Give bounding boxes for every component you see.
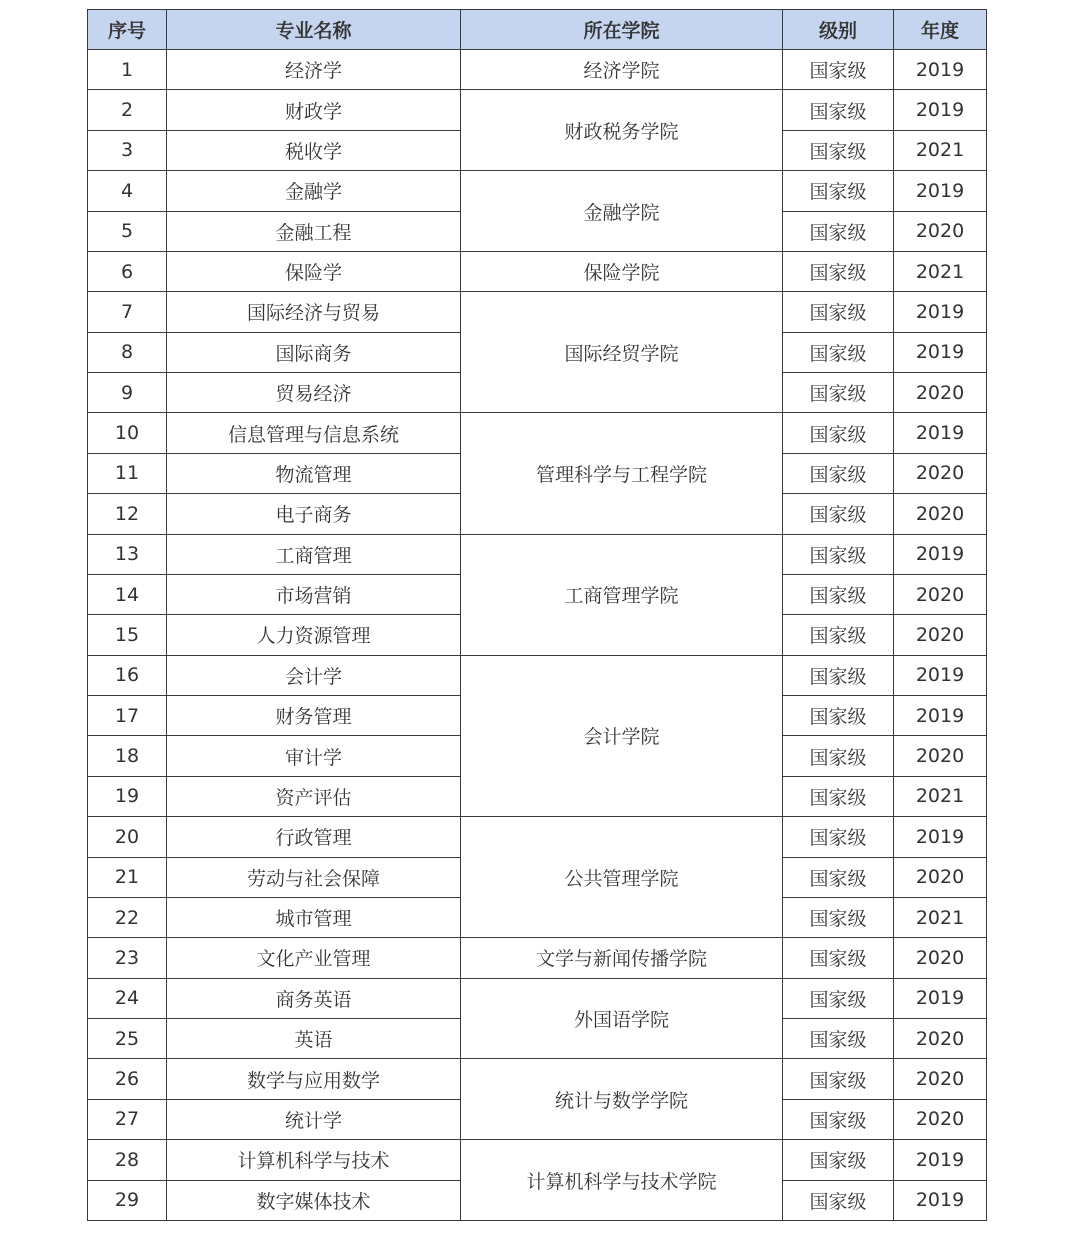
no-cell: 21 xyxy=(88,857,167,897)
college-cell: 计算机科学与技术学院 xyxy=(461,1140,783,1221)
no-cell: 20 xyxy=(88,817,167,857)
no-cell: 8 xyxy=(88,332,167,372)
no-cell: 25 xyxy=(88,1019,167,1059)
major-cell: 统计学 xyxy=(167,1099,461,1139)
major-cell: 保险学 xyxy=(167,251,461,291)
no-cell: 12 xyxy=(88,494,167,534)
level-cell: 国家级 xyxy=(783,211,894,251)
table-row xyxy=(88,978,987,1018)
year-cell: 2021 xyxy=(894,776,987,816)
level-cell: 国家级 xyxy=(783,857,894,897)
major-cell: 计算机科学与技术 xyxy=(167,1140,461,1180)
year-cell: 2020 xyxy=(894,736,987,776)
major-cell: 经济学 xyxy=(167,50,461,90)
major-cell: 英语 xyxy=(167,1019,461,1059)
year-cell: 2020 xyxy=(894,373,987,413)
no-cell: 24 xyxy=(88,978,167,1018)
table-row xyxy=(88,413,987,453)
no-cell: 18 xyxy=(88,736,167,776)
year-cell: 2019 xyxy=(894,655,987,695)
level-cell: 国家级 xyxy=(783,90,894,130)
table-row xyxy=(88,655,987,695)
major-cell: 信息管理与信息系统 xyxy=(167,413,461,453)
level-cell: 国家级 xyxy=(783,1059,894,1099)
year-cell: 2020 xyxy=(894,453,987,493)
college-cell: 公共管理学院 xyxy=(461,817,783,938)
major-cell: 工商管理 xyxy=(167,534,461,574)
college-cell: 经济学院 xyxy=(461,50,783,90)
major-cell: 数字媒体技术 xyxy=(167,1180,461,1221)
no-cell: 26 xyxy=(88,1059,167,1099)
year-cell: 2021 xyxy=(894,897,987,937)
major-cell: 商务英语 xyxy=(167,978,461,1018)
level-cell: 国家级 xyxy=(783,938,894,978)
major-cell: 人力资源管理 xyxy=(167,615,461,655)
level-cell: 国家级 xyxy=(783,655,894,695)
year-cell: 2019 xyxy=(894,817,987,857)
college-cell: 金融学院 xyxy=(461,171,783,252)
table-row xyxy=(88,1059,987,1099)
level-cell: 国家级 xyxy=(783,413,894,453)
header-year: 年度 xyxy=(894,10,987,50)
table-row xyxy=(88,534,987,574)
major-cell: 劳动与社会保障 xyxy=(167,857,461,897)
level-cell: 国家级 xyxy=(783,696,894,736)
major-cell: 贸易经济 xyxy=(167,373,461,413)
major-cell: 国际经济与贸易 xyxy=(167,292,461,332)
major-cell: 行政管理 xyxy=(167,817,461,857)
level-cell: 国家级 xyxy=(783,251,894,291)
header-no: 序号 xyxy=(88,10,167,50)
no-cell: 6 xyxy=(88,251,167,291)
level-cell: 国家级 xyxy=(783,1140,894,1180)
college-cell: 管理科学与工程学院 xyxy=(461,413,783,534)
major-cell: 财政学 xyxy=(167,90,461,130)
table-row xyxy=(88,1140,987,1180)
year-cell: 2019 xyxy=(894,50,987,90)
college-cell: 文学与新闻传播学院 xyxy=(461,938,783,978)
level-cell: 国家级 xyxy=(783,978,894,1018)
no-cell: 3 xyxy=(88,130,167,170)
college-cell: 工商管理学院 xyxy=(461,534,783,655)
table-row xyxy=(88,50,987,90)
major-cell: 审计学 xyxy=(167,736,461,776)
level-cell: 国家级 xyxy=(783,171,894,211)
major-cell: 电子商务 xyxy=(167,494,461,534)
no-cell: 9 xyxy=(88,373,167,413)
header-college: 所在学院 xyxy=(461,10,783,50)
year-cell: 2019 xyxy=(894,978,987,1018)
year-cell: 2020 xyxy=(894,211,987,251)
table-row xyxy=(88,90,987,130)
major-cell: 文化产业管理 xyxy=(167,938,461,978)
no-cell: 10 xyxy=(88,413,167,453)
college-cell: 会计学院 xyxy=(461,655,783,817)
no-cell: 15 xyxy=(88,615,167,655)
level-cell: 国家级 xyxy=(783,1099,894,1139)
major-cell: 国际商务 xyxy=(167,332,461,372)
year-cell: 2019 xyxy=(894,413,987,453)
major-cell: 金融学 xyxy=(167,171,461,211)
level-cell: 国家级 xyxy=(783,736,894,776)
table-row xyxy=(88,292,987,332)
header-row xyxy=(88,10,987,50)
no-cell: 23 xyxy=(88,938,167,978)
year-cell: 2020 xyxy=(894,615,987,655)
table-row xyxy=(88,171,987,211)
year-cell: 2019 xyxy=(894,292,987,332)
no-cell: 4 xyxy=(88,171,167,211)
no-cell: 7 xyxy=(88,292,167,332)
year-cell: 2020 xyxy=(894,857,987,897)
year-cell: 2019 xyxy=(894,534,987,574)
year-cell: 2020 xyxy=(894,1019,987,1059)
major-cell: 税收学 xyxy=(167,130,461,170)
year-cell: 2020 xyxy=(894,1059,987,1099)
no-cell: 13 xyxy=(88,534,167,574)
no-cell: 16 xyxy=(88,655,167,695)
no-cell: 19 xyxy=(88,776,167,816)
table-header xyxy=(88,10,987,50)
header-level: 级别 xyxy=(783,10,894,50)
level-cell: 国家级 xyxy=(783,574,894,614)
level-cell: 国家级 xyxy=(783,1019,894,1059)
majors-table xyxy=(87,9,987,1221)
major-cell: 资产评估 xyxy=(167,776,461,816)
college-cell: 外国语学院 xyxy=(461,978,783,1059)
year-cell: 2021 xyxy=(894,251,987,291)
no-cell: 22 xyxy=(88,897,167,937)
year-cell: 2019 xyxy=(894,90,987,130)
major-cell: 市场营销 xyxy=(167,574,461,614)
level-cell: 国家级 xyxy=(783,1180,894,1221)
year-cell: 2020 xyxy=(894,574,987,614)
college-cell: 财政税务学院 xyxy=(461,90,783,171)
level-cell: 国家级 xyxy=(783,50,894,90)
no-cell: 29 xyxy=(88,1180,167,1221)
level-cell: 国家级 xyxy=(783,373,894,413)
college-cell: 国际经贸学院 xyxy=(461,292,783,413)
major-cell: 物流管理 xyxy=(167,453,461,493)
level-cell: 国家级 xyxy=(783,494,894,534)
level-cell: 国家级 xyxy=(783,776,894,816)
college-cell: 保险学院 xyxy=(461,251,783,291)
level-cell: 国家级 xyxy=(783,130,894,170)
header-major: 专业名称 xyxy=(167,10,461,50)
no-cell: 11 xyxy=(88,453,167,493)
table-body xyxy=(88,50,987,1221)
year-cell: 2019 xyxy=(894,332,987,372)
level-cell: 国家级 xyxy=(783,817,894,857)
major-cell: 城市管理 xyxy=(167,897,461,937)
table-row xyxy=(88,251,987,291)
no-cell: 17 xyxy=(88,696,167,736)
major-cell: 数学与应用数学 xyxy=(167,1059,461,1099)
major-cell: 财务管理 xyxy=(167,696,461,736)
no-cell: 5 xyxy=(88,211,167,251)
table-row xyxy=(88,938,987,978)
year-cell: 2020 xyxy=(894,938,987,978)
no-cell: 1 xyxy=(88,50,167,90)
college-cell: 统计与数学学院 xyxy=(461,1059,783,1140)
year-cell: 2019 xyxy=(894,171,987,211)
major-cell: 金融工程 xyxy=(167,211,461,251)
no-cell: 2 xyxy=(88,90,167,130)
no-cell: 27 xyxy=(88,1099,167,1139)
no-cell: 14 xyxy=(88,574,167,614)
major-cell: 会计学 xyxy=(167,655,461,695)
table-row xyxy=(88,817,987,857)
year-cell: 2019 xyxy=(894,696,987,736)
no-cell: 28 xyxy=(88,1140,167,1180)
level-cell: 国家级 xyxy=(783,292,894,332)
level-cell: 国家级 xyxy=(783,615,894,655)
level-cell: 国家级 xyxy=(783,332,894,372)
level-cell: 国家级 xyxy=(783,534,894,574)
year-cell: 2020 xyxy=(894,494,987,534)
year-cell: 2021 xyxy=(894,130,987,170)
level-cell: 国家级 xyxy=(783,897,894,937)
year-cell: 2019 xyxy=(894,1140,987,1180)
year-cell: 2020 xyxy=(894,1099,987,1139)
level-cell: 国家级 xyxy=(783,453,894,493)
year-cell: 2019 xyxy=(894,1180,987,1221)
